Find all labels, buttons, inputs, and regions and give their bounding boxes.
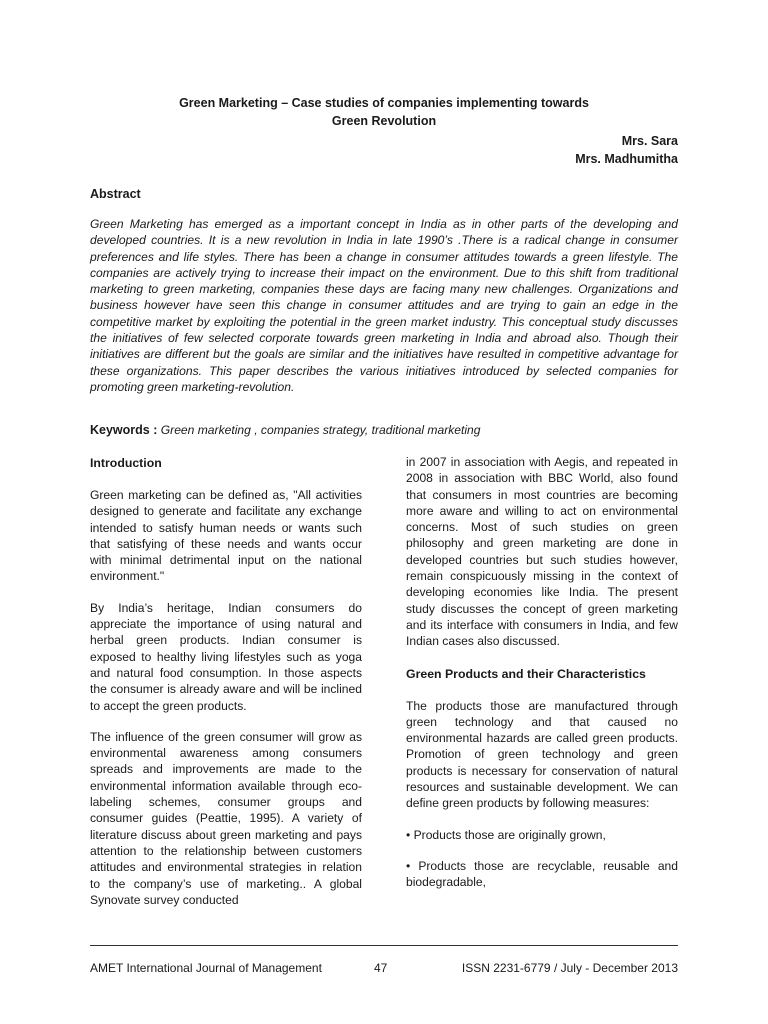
body-paragraph: The influence of the green consumer will grow as environmental awareness among consumers spreads and improvements are made to the environmental information available through eco-labeling schemes, consumer groups and consumer guides (Peattie, 1995). A variety of literature discuss about green marketing and pays attention to the relationship between customers attitudes and environmental strategies in relation to the company’s use of marketing.. A global Synovate survey conducted — [90, 729, 362, 907]
right-column — [406, 454, 678, 906]
abstract-heading: Abstract — [90, 187, 141, 201]
title-line-2: Green Revolution — [331, 114, 437, 128]
footer-divider — [90, 945, 678, 946]
keywords-label: Keywords : — [90, 423, 158, 437]
keywords-text: Green marketing , companies strategy, traditional marketing — [160, 423, 481, 437]
section-heading-introduction: Introduction — [90, 456, 162, 470]
body-paragraph: By India’s heritage, Indian consumers do appreciate the importance of using natural and herbal green products. Indian consumer is exposed to healthy living lifestyles such as yoga and natural food consumption. In those aspects the consumer is already aware and will be inclined to accept the green products. — [90, 600, 362, 713]
body-paragraph: in 2007 in association with Aegis, and repeated in 2008 in association with BBC World, also found that consumers in most countries are becoming more aware and willing to act on environmental concerns. Most of such studies on green philosophy and green marketing are done in developed countries but such studies however, remain conspicuously missing in the context of developing economies like India. The present study discusses the concept of green marketing and its interface with consumers in India, and few Indian cases also discussed. — [406, 455, 678, 649]
author-name: Mrs. Madhumitha — [575, 152, 678, 166]
footer-issn: ISSN 2231-6779 / July - December 2013 — [461, 961, 678, 975]
body-paragraph: The products those are manufactured through green technology and that caused no environmental hazards are called green products. Promotion of green technology and green products is necessary for conservation of natural resources and sustainable development. We can define green products by following measures: — [406, 698, 678, 811]
footer-journal-name: AMET International Journal of Management — [90, 961, 322, 975]
abstract-text: Green Marketing has emerged as a important concept in India as in other parts of the developing and developed countries. It is a new revolution in India in late 1990’s .There is a radical change in consumer preferences and life styles. There has been a change in consumer attitudes towards a green lifestyle. The companies are actively trying to increase their impact on the environment. Due to this shift from traditional marketing to green marketing, companies these days are facing many new challenges. Organizations and business however have seen this change in consumer attitudes and are trying to gain an edge in the competitive market by exploiting the potential in the green market industry. This conceptual study discusses the initiatives of few selected corporate towards green marketing in India and abroad also. Though their initiatives are different but the goals are similar and the initiatives have resulted in competitive advantage for these organizations. This paper describes the various initiatives introduced by selected companies for promoting green marketing-revolution. — [90, 217, 678, 394]
author-name: Mrs. Sara — [621, 134, 678, 148]
footer-page-number: 47 — [374, 961, 388, 975]
author-list — [378, 132, 678, 168]
bullet-item: • Products those are recyclable, reusable and biodegradable, — [406, 858, 678, 890]
body-paragraph: Green marketing can be defined as, "All activities designed to generate and facilitate any exchange intended to satisfy human needs or wants such that satisfying of these needs and wants occur with minimal detrimental input on the national environment." — [90, 488, 362, 584]
section-heading-green-products: Green Products and their Characteristics — [406, 666, 646, 681]
paper-title — [90, 94, 678, 130]
left-column — [90, 454, 362, 923]
title-line-1: Green Marketing – Case studies of companies implementing towards — [179, 96, 589, 110]
bullet-item: • Products those are originally grown, — [406, 827, 606, 842]
keywords-line — [90, 421, 678, 439]
